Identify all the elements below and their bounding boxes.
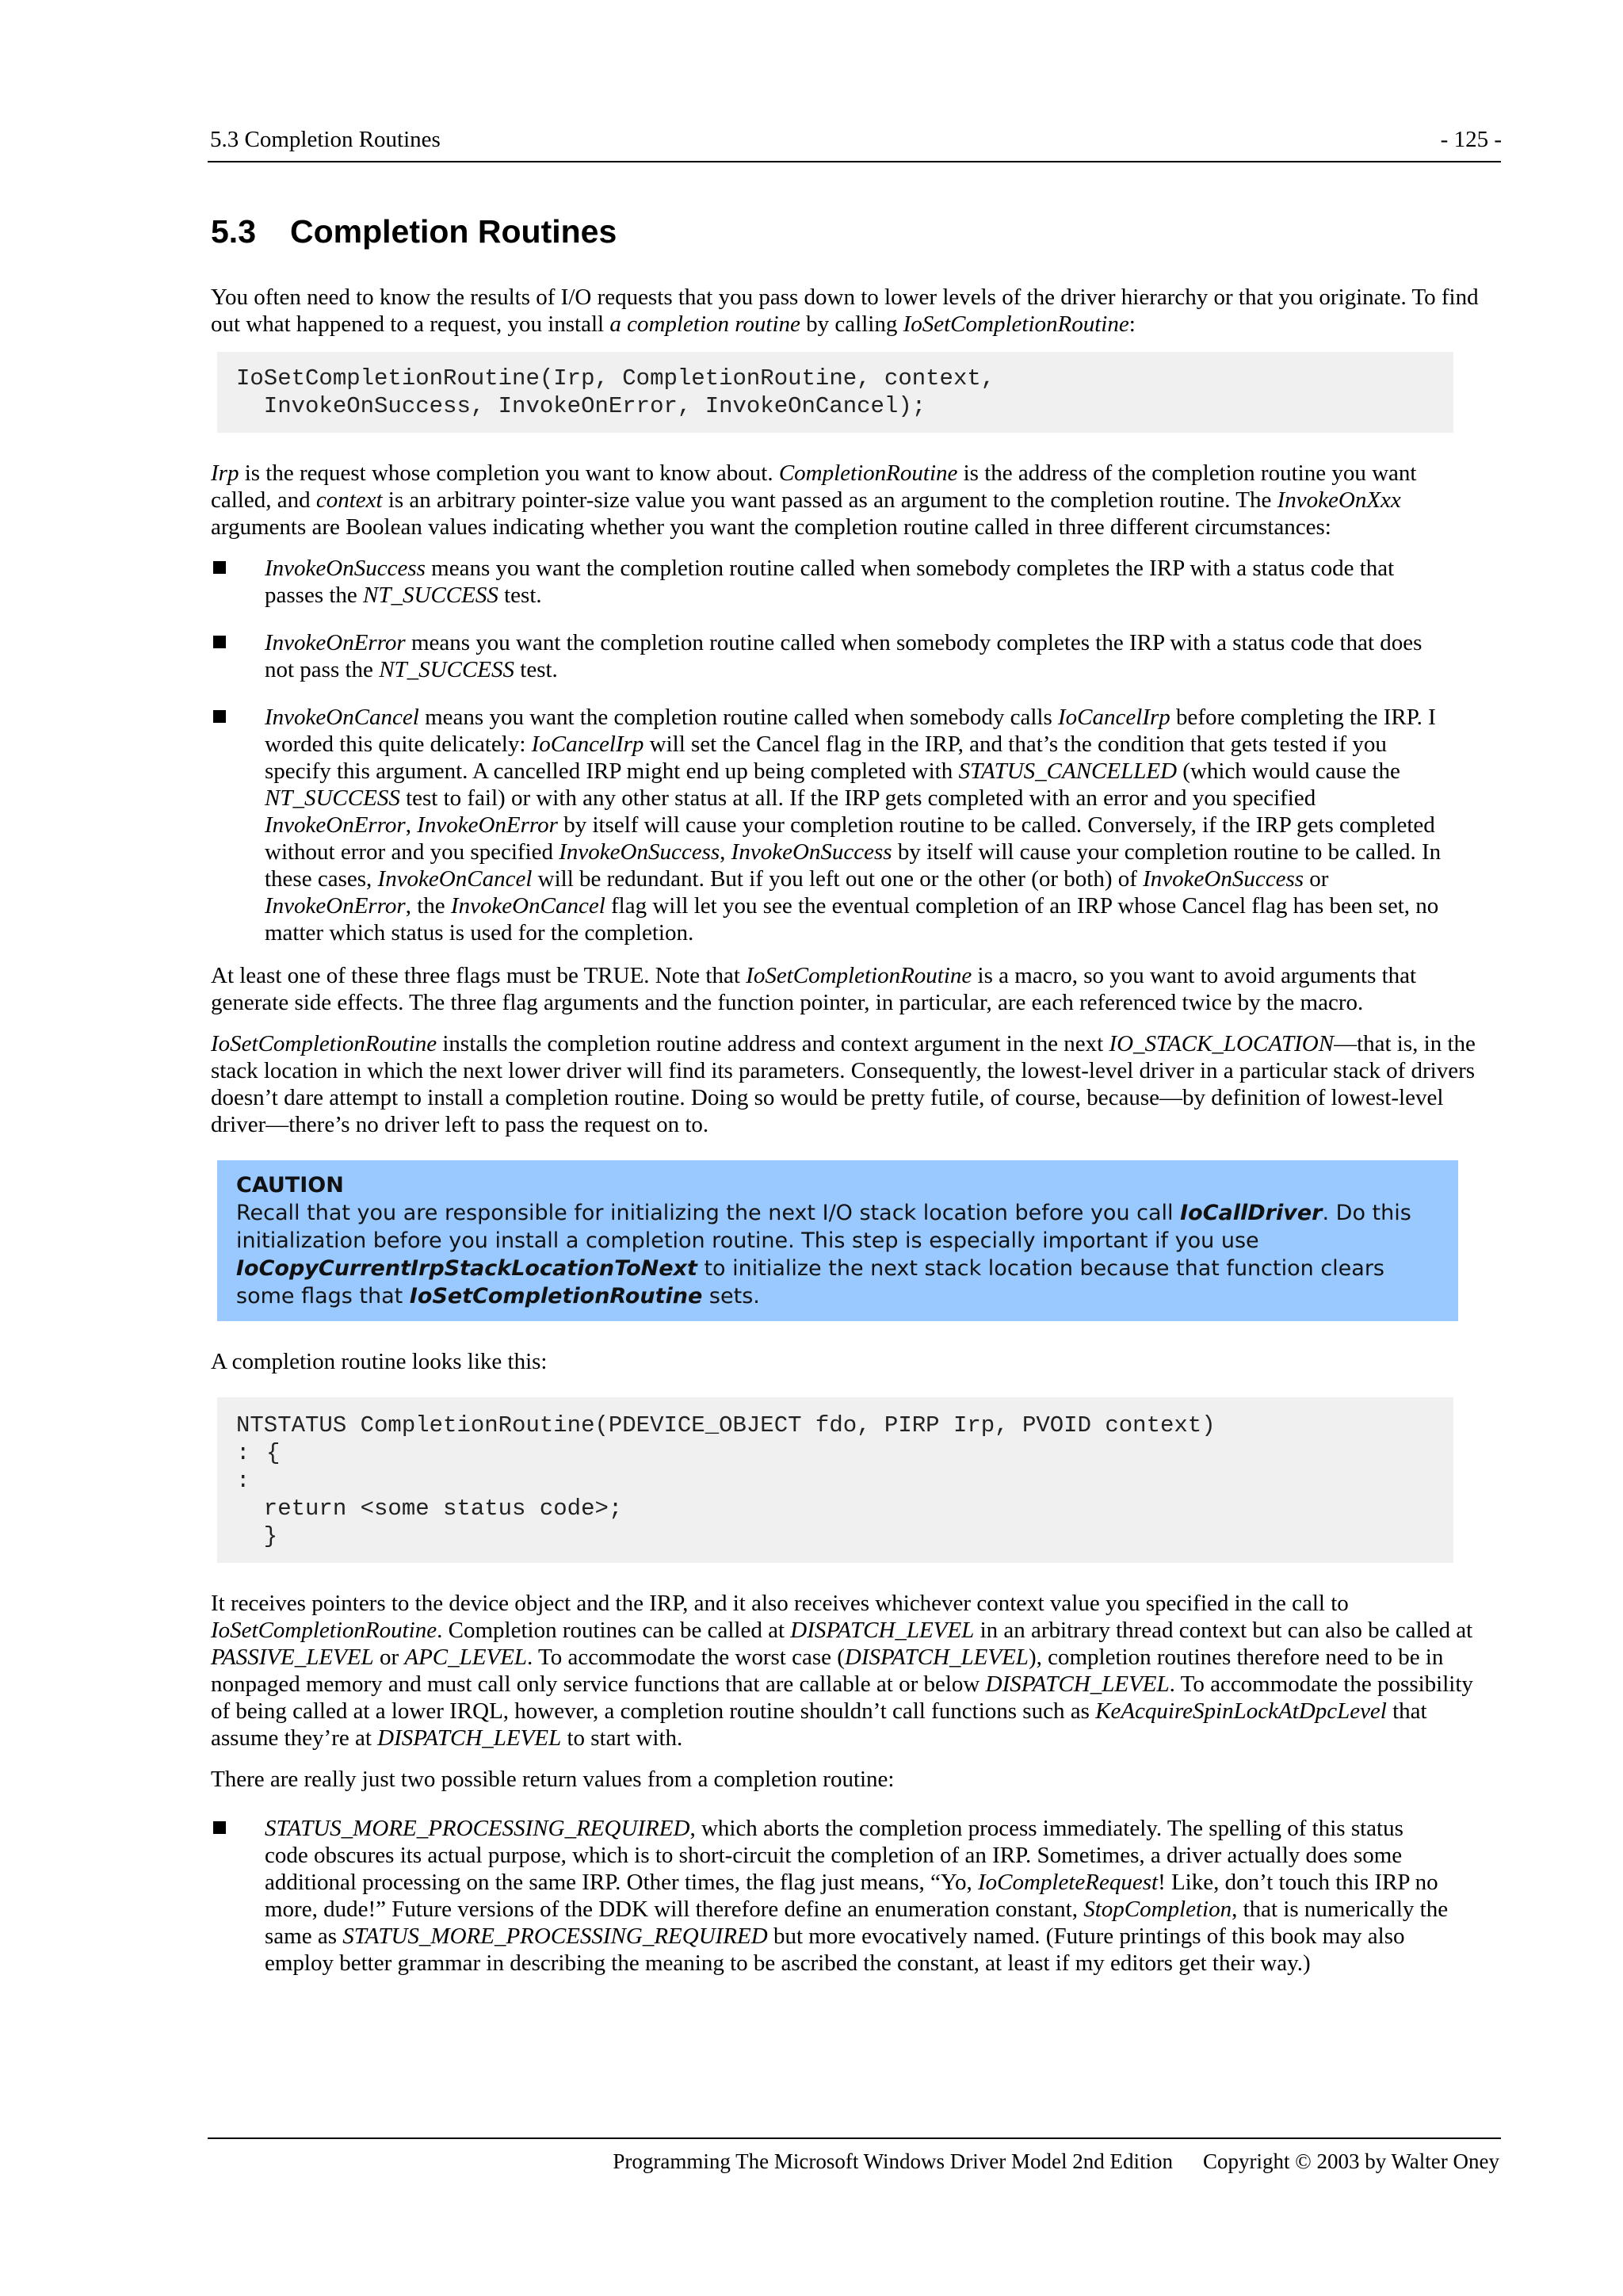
footer-copyright: Copyright © 2003 by Walter Oney (1202, 2149, 1499, 2173)
page-body (211, 202, 1479, 1992)
caution-text: Recall that you are responsible for initializing the next I/O stack location before you call IoCallDriver. Do this initialization before you install a completion routine. This step is especially important if you use IoCopyCurrentIrpStackLocationToNext to initialize the next stack location because that function clears some flags that IoSetCompletionRoutine sets. (236, 1201, 1411, 1308)
page-footer (613, 2149, 1499, 2174)
code-line: InvokeOnSuccess, InvokeOnError, InvokeOnCancel); (236, 393, 926, 419)
code-block-set-completion (217, 352, 1453, 433)
square-bullet-icon (211, 704, 265, 946)
code-ellipsis: : (236, 1440, 250, 1466)
footer-rule (208, 2137, 1501, 2139)
caution-callout (217, 1160, 1458, 1321)
code-line: { (266, 1440, 281, 1466)
paragraph-irql: It receives pointers to the device object and the IRP, and it also receives whichever context value you specified in the call to IoSetCompletionRoutine. Completion routines can be called at DISPATCH_LEVEL in an arbitrary thread context but can also be called at PASSIVE_LEVEL or APC_LEVEL. To accommodate the worst case (DISPATCH_LEVEL), completion routines therefore need to be in nonpaged memory and must call only service functions that are callable at or below DISPATCH_LEVEL. To accommodate the possibility of being called at a lower IRQL, however, a completion routine shouldn’t call functions such as KeAcquireSpinLockAtDpcLevel that assume they’re at DISPATCH_LEVEL to start with. (211, 1591, 1473, 1751)
section-title: Completion Routines (290, 213, 617, 250)
paragraph-arguments: Irp is the request whose completion you want to know about. CompletionRoutine is the address of the completion routine you want called, and context is an arbitrary pointer-size value you want passed as an argument to the completion routine. The InvokeOnXxx arguments are Boolean values indicating whether you want the completion routine called in three different circumstances: (211, 460, 1417, 540)
code-block-completion-routine (217, 1397, 1453, 1563)
paragraph-flags-note: At least one of these three flags must be TRUE. Note that IoSetCompletionRoutine is a macro, so you want to avoid arguments that generate side effects. The three flag arguments and the function pointer, in particular, are each referenced twice by the macro. (211, 963, 1417, 1015)
paragraph-stack-location: IoSetCompletionRoutine installs the completion routine address and context argument in the next IO_STACK_LOCATION—that is, in the stack location in which the next lower driver will find its parameters. Consequently, the lowest-level driver in a particular stack of drivers doesn’t dare attempt to install a completion routine. Doing so would be pretty futile, of course, because—by definition of lowest-level driver—there’s no driver left to pass the request on to. (211, 1031, 1476, 1137)
section-heading (211, 213, 1479, 250)
square-bullet-icon (211, 555, 265, 609)
paragraph-return-values: There are really just two possible return values from a completion routine: (211, 1767, 895, 1792)
running-header (210, 127, 1502, 153)
code-line: IoSetCompletionRoutine(Irp, CompletionRoutine, context, (236, 365, 995, 392)
code-line: return <some status code>; (236, 1496, 623, 1522)
section-number: 5.3 (211, 213, 256, 250)
paragraph-intro: You often need to know the results of I/O requests that you pass down to lower levels of the driver hierarchy or that you originate. To find out what happened to a request, you install a completion routine by calling IoSetCompletionRoutine: (211, 285, 1479, 337)
code-ellipsis: : (236, 1468, 250, 1494)
caution-title: CAUTION (236, 1173, 344, 1198)
list-item: InvokeOnError means you want the completion routine called when somebody completes the IRP with a status code that does not pass the NT_SUCCESS test. (211, 629, 1479, 683)
header-rule (208, 161, 1501, 162)
square-bullet-icon (211, 1815, 265, 1977)
paragraph-routine-intro: A completion routine looks like this: (211, 1349, 548, 1374)
list-item: STATUS_MORE_PROCESSING_REQUIRED, which aborts the completion process immediately. The spelling of this status code obscures its actual purpose, which is to short-circuit the completion of an IRP. Sometimes, a driver actually does some additional processing on the same IRP. Other times, the flag just means, “Yo, IoCompleteRequest! Like, don’t touch this IRP no more, dude!” Future versions of the DDK will therefore define an enumeration constant, StopCompletion, that is numerically the same as STATUS_MORE_PROCESSING_REQUIRED but more evocatively named. (Future printings of this book may also employ better grammar in describing the meaning to be ascribed the constant, at least if my editors get their way.) (211, 1815, 1479, 1977)
footer-book-title: Programming The Microsoft Windows Driver Model 2nd Edition (613, 2149, 1173, 2173)
list-item: InvokeOnSuccess means you want the completion routine called when somebody completes the IRP with a status code that passes the NT_SUCCESS test. (211, 555, 1479, 609)
square-bullet-icon (211, 629, 265, 683)
code-line: } (236, 1523, 278, 1549)
header-section-label: 5.3 Completion Routines (210, 127, 441, 152)
bullet-list-return-values (211, 1815, 1479, 1977)
list-item: InvokeOnCancel means you want the completion routine called when somebody calls IoCancelIrp before completing the IRP. I worded this quite delicately: IoCancelIrp will set the Cancel flag in the IRP, and that’s the condition that gets tested if you specify this argument. A cancelled IRP might end up being completed with STATUS_CANCELLED (which would cause the NT_SUCCESS test to fail) or with any other status at all. If the IRP gets completed with an error and you specified InvokeOnError, InvokeOnError by itself will cause your completion routine to be called. Conversely, if the IRP gets completed without error and you specified InvokeOnSuccess, InvokeOnSuccess by itself will cause your completion routine to be called. In these cases, InvokeOnCancel will be redundant. But if you left out one or the other (or both) of InvokeOnSuccess or InvokeOnError, the InvokeOnCancel flag will let you see the eventual completion of an IRP whose Cancel flag has been set, no matter which status is used for the completion. (211, 704, 1479, 946)
bullet-list-flags (211, 555, 1479, 946)
header-page-number: - 125 - (1440, 127, 1502, 152)
code-line: NTSTATUS CompletionRoutine(PDEVICE_OBJECT fdo, PIRP Irp, PVOID context) (236, 1412, 1216, 1438)
